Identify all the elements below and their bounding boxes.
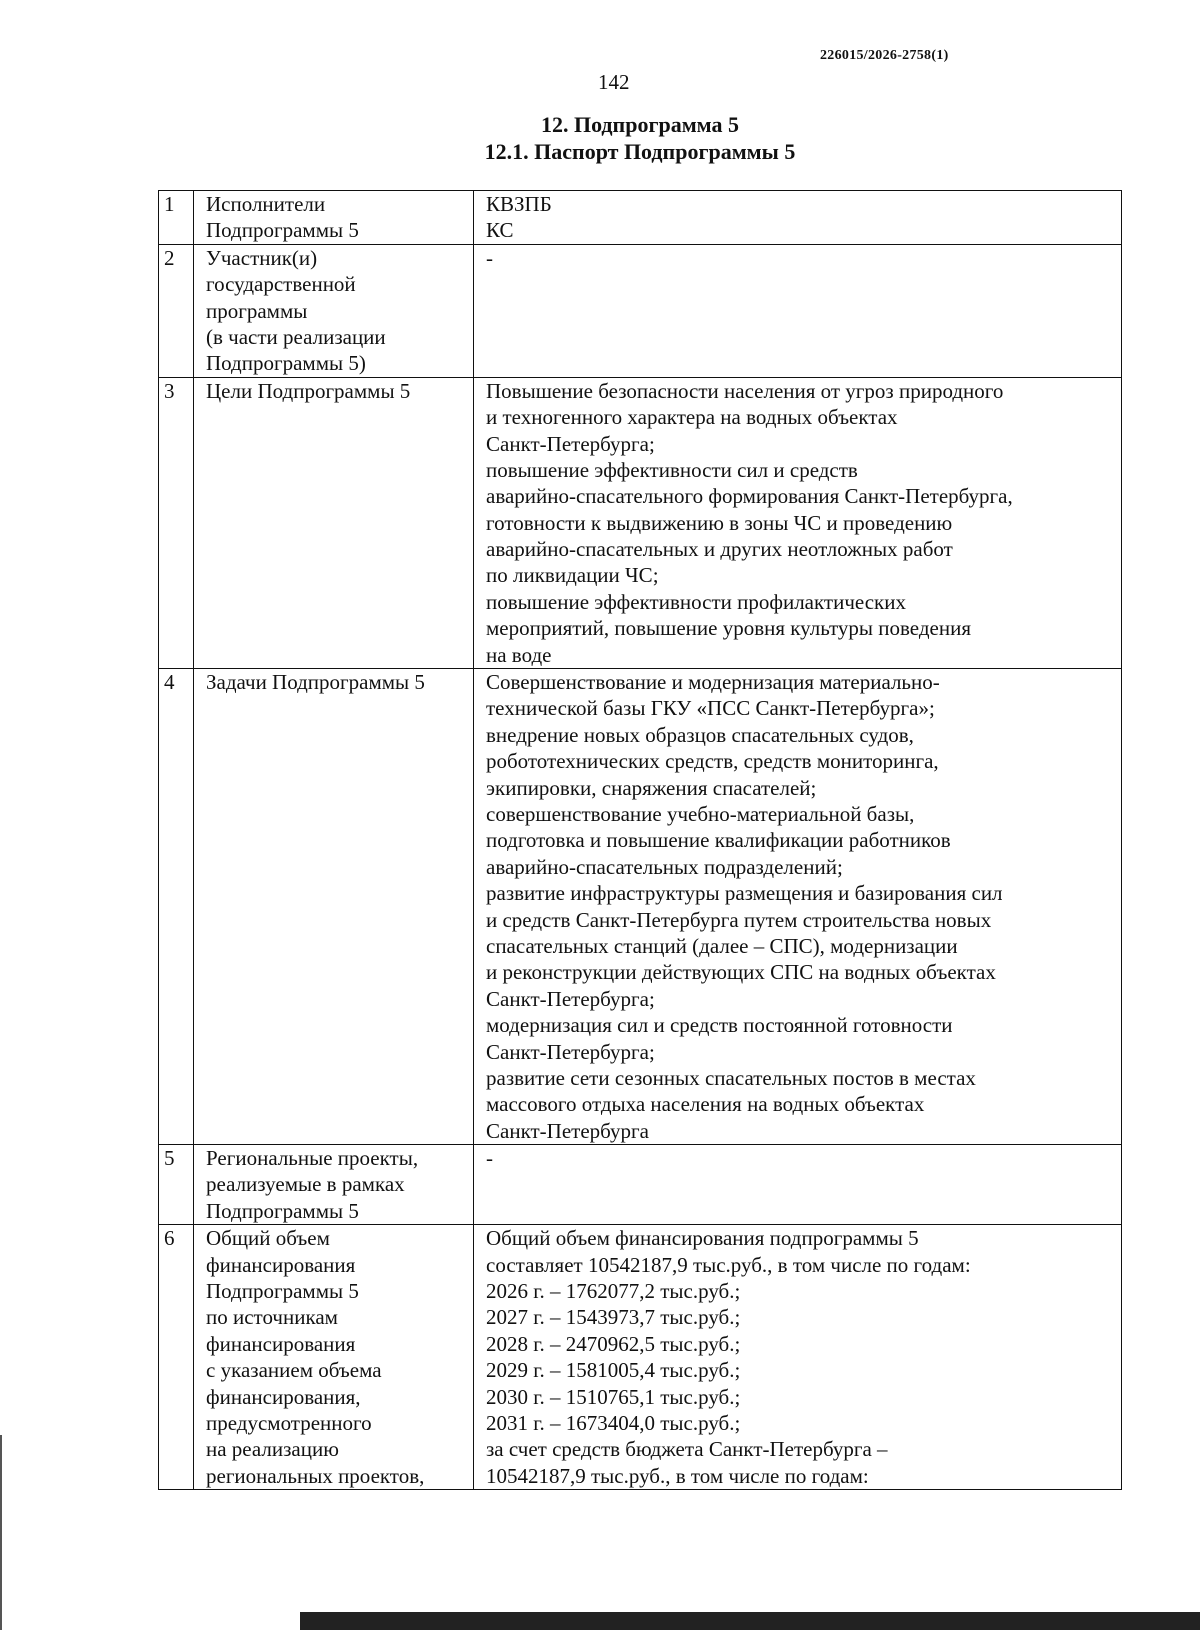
row-value-line: за счет средств бюджета Санкт-Петербурга – bbox=[486, 1437, 888, 1462]
row-value-cell bbox=[474, 1225, 1122, 1490]
row-name-line: на реализацию bbox=[206, 1437, 339, 1462]
row-number: 5 bbox=[159, 1145, 194, 1225]
row-value-line: массового отдыха населения на водных объектах bbox=[486, 1092, 925, 1117]
row-value-line: аварийно-спасательного формирования Санкт-Петербурга, bbox=[486, 484, 1013, 509]
row-value-line: 10542187,9 тыс.руб., в том числе по годам: bbox=[486, 1463, 869, 1488]
row-value-line: Совершенствование и модернизация материально- bbox=[486, 670, 940, 695]
row-number: 6 bbox=[159, 1225, 194, 1490]
section-subtitle: 12.1. Паспорт Подпрограммы 5 bbox=[484, 139, 796, 164]
row-name-line: программы bbox=[206, 298, 308, 323]
table-row bbox=[159, 191, 1122, 245]
row-value-line: КС bbox=[486, 218, 514, 243]
row-name-cell bbox=[194, 669, 474, 1145]
row-value-line: совершенствование учебно-материальной базы, bbox=[486, 801, 915, 826]
row-value-cell bbox=[474, 244, 1122, 377]
row-name-line: финансирования bbox=[206, 1331, 356, 1356]
row-number: 4 bbox=[159, 669, 194, 1145]
row-name-line: (в части реализации bbox=[206, 324, 386, 349]
row-value-line: 2028 г. – 2470962,5 тыс.руб.; bbox=[486, 1331, 741, 1356]
scan-bottom-band bbox=[300, 1612, 1200, 1630]
row-value-line: на воде bbox=[486, 642, 552, 667]
row-value-line: подготовка и повышение квалификации работников bbox=[486, 828, 951, 853]
row-name-line: Участник(и) bbox=[206, 245, 318, 270]
row-value-cell bbox=[474, 191, 1122, 245]
row-name-cell bbox=[194, 1145, 474, 1225]
passport-table bbox=[158, 190, 1122, 1490]
scan-edge-mark bbox=[0, 1435, 2, 1630]
row-name-line: Задачи Подпрограммы 5 bbox=[206, 670, 425, 695]
row-value-line: по ликвидации ЧС; bbox=[486, 563, 659, 588]
row-value-line: Санкт-Петербурга; bbox=[486, 431, 655, 456]
row-value-line: аварийно-спасательных и других неотложных работ bbox=[486, 537, 953, 562]
row-name-cell bbox=[194, 244, 474, 377]
row-value-line: модернизация сил и средств постоянной готовности bbox=[486, 1013, 953, 1038]
row-value-line: составляет 10542187,9 тыс.руб., в том числе по годам: bbox=[486, 1252, 971, 1277]
row-value-line: 2029 г. – 1581005,4 тыс.руб.; bbox=[486, 1358, 741, 1383]
row-value-line: Санкт-Петербурга; bbox=[486, 986, 655, 1011]
row-name-line: Подпрограммы 5 bbox=[206, 1279, 359, 1304]
row-name-line: государственной bbox=[206, 272, 356, 297]
row-name-line: Общий объем bbox=[206, 1226, 330, 1251]
row-value-line: готовности к выдвижению в зоны ЧС и проведению bbox=[486, 510, 953, 535]
row-name-line: предусмотренного bbox=[206, 1410, 372, 1435]
row-value-line: спасательных станций (далее – СПС), модернизации bbox=[486, 933, 958, 958]
row-name-line: финансирования bbox=[206, 1252, 356, 1277]
row-name-line: с указанием объема bbox=[206, 1358, 382, 1383]
row-value-line: технической базы ГКУ «ПСС Санкт-Петербурга»; bbox=[486, 696, 935, 721]
row-value-line: и средств Санкт-Петербурга путем строительства новых bbox=[486, 907, 992, 932]
row-value-cell bbox=[474, 1145, 1122, 1225]
row-name-line: финансирования, bbox=[206, 1384, 361, 1409]
row-value-line: Общий объем финансирования подпрограммы 5 bbox=[486, 1226, 919, 1251]
row-name-cell bbox=[194, 377, 474, 668]
row-name-line: Региональные проекты, bbox=[206, 1146, 419, 1171]
row-value-line: Повышение безопасности населения от угроз природного bbox=[486, 378, 1004, 403]
row-value-line: Санкт-Петербурга; bbox=[486, 1039, 655, 1064]
row-value-line: КВЗПБ bbox=[486, 192, 552, 216]
row-name-line: Подпрограммы 5 bbox=[206, 1198, 359, 1223]
table-row bbox=[159, 244, 1122, 377]
table-row bbox=[159, 377, 1122, 668]
row-value-line: робототехнических средств, средств мониторинга, bbox=[486, 749, 939, 774]
table-row bbox=[159, 1145, 1122, 1225]
row-value-line: и реконструкции действующих СПС на водных объектах bbox=[486, 960, 996, 985]
row-value-cell bbox=[474, 377, 1122, 668]
row-name-line: Цели Подпрограммы 5 bbox=[206, 378, 411, 403]
row-name-line: Исполнители bbox=[206, 192, 326, 216]
row-value-line: 2026 г. – 1762077,2 тыс.руб.; bbox=[486, 1279, 741, 1304]
row-value-line: внедрение новых образцов спасательных судов, bbox=[486, 722, 914, 747]
document-id: 226015/2026-2758(1) bbox=[820, 48, 949, 63]
row-value-cell bbox=[474, 669, 1122, 1145]
row-value-line: - bbox=[486, 1146, 493, 1171]
row-value-line: 2031 г. – 1673404,0 тыс.руб.; bbox=[486, 1410, 741, 1435]
table-row bbox=[159, 1225, 1122, 1490]
row-name-line: по источникам bbox=[206, 1305, 338, 1330]
row-name-line: Подпрограммы 5 bbox=[206, 218, 359, 243]
row-value-line: экипировки, снаряжения спасателей; bbox=[486, 775, 817, 800]
row-name-cell bbox=[194, 1225, 474, 1490]
row-value-line: повышение эффективности профилактических bbox=[486, 589, 906, 614]
row-value-line: мероприятий, повышение уровня культуры поведения bbox=[486, 616, 971, 641]
row-number: 1 bbox=[159, 191, 194, 245]
row-number: 3 bbox=[159, 377, 194, 668]
table-row bbox=[159, 669, 1122, 1145]
row-value-line: аварийно-спасательных подразделений; bbox=[486, 854, 843, 879]
row-value-line: развитие инфраструктуры размещения и базирования сил bbox=[486, 881, 1003, 906]
section-title: 12. Подпрограмма 5 bbox=[540, 112, 740, 137]
row-value-line: повышение эффективности сил и средств bbox=[486, 457, 858, 482]
passport-table-body bbox=[159, 191, 1122, 1490]
row-value-line: - bbox=[486, 245, 493, 270]
row-value-line: Санкт-Петербурга bbox=[486, 1118, 649, 1143]
row-name-line: региональных проектов, bbox=[206, 1463, 425, 1488]
row-name-cell bbox=[194, 191, 474, 245]
row-value-line: развитие сети сезонных спасательных постов в местах bbox=[486, 1065, 976, 1090]
row-value-line: 2027 г. – 1543973,7 тыс.руб.; bbox=[486, 1305, 741, 1330]
row-value-line: 2030 г. – 1510765,1 тыс.руб.; bbox=[486, 1384, 741, 1409]
page-number: 142 bbox=[598, 70, 630, 94]
row-number: 2 bbox=[159, 244, 194, 377]
row-name-line: Подпрограммы 5) bbox=[206, 351, 366, 376]
row-name-line: реализуемые в рамках bbox=[206, 1172, 405, 1197]
row-value-line: и техногенного характера на водных объектах bbox=[486, 405, 898, 430]
